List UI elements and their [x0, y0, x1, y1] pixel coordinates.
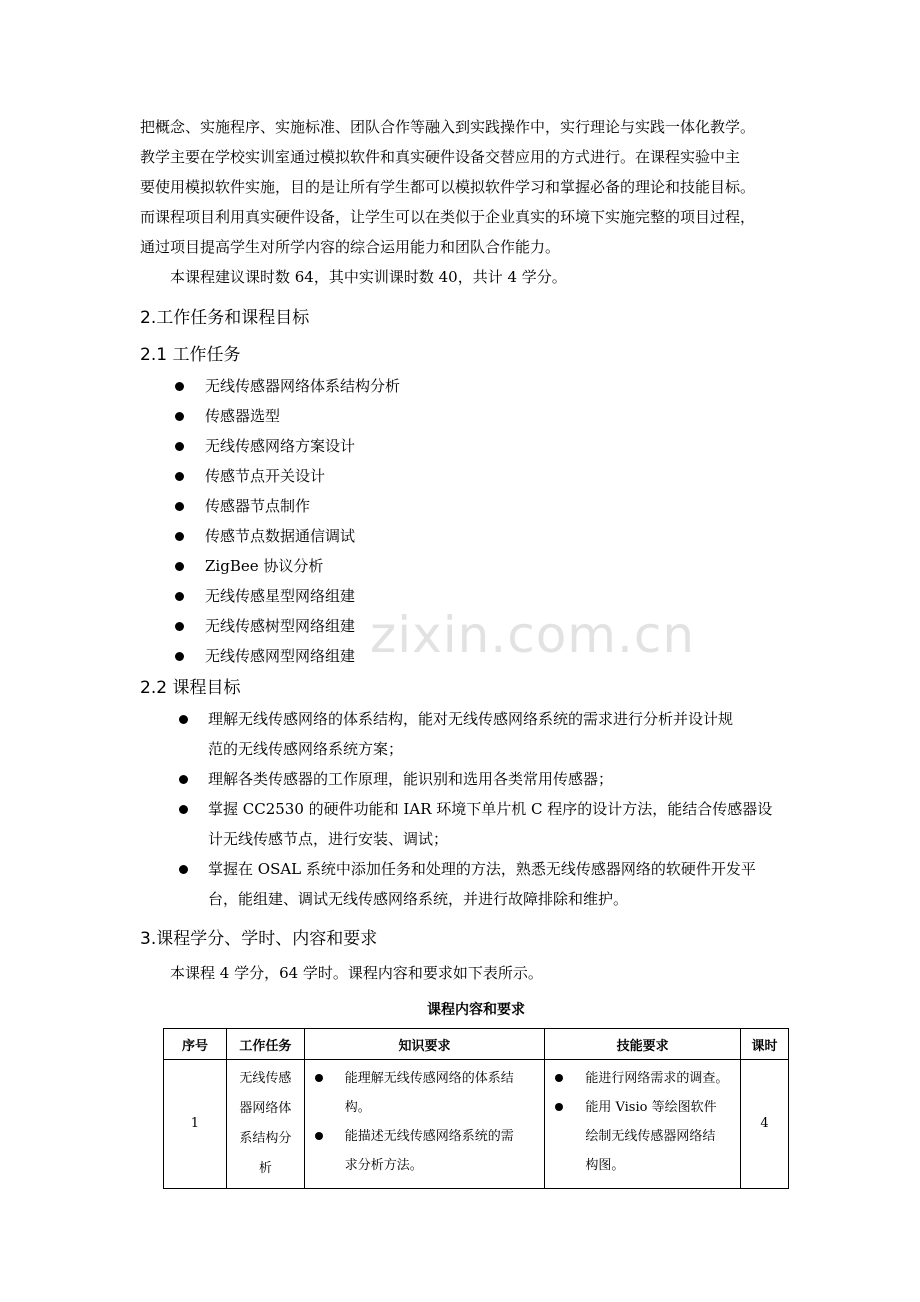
task-label: 无线传感星型网络组建	[205, 587, 356, 605]
bullet-icon	[175, 442, 184, 451]
list-item	[551, 1064, 734, 1093]
list-item	[311, 1122, 539, 1180]
task-line: 析	[258, 1161, 272, 1176]
list-item	[140, 794, 800, 854]
bullet-icon	[175, 412, 184, 421]
list-item	[140, 521, 400, 551]
task-label: 传感器节点制作	[205, 497, 311, 515]
knowledge-cell	[304, 1060, 545, 1189]
task-cell	[226, 1060, 304, 1189]
section-3-heading: 3.课程学分、学时、内容和要求	[140, 929, 378, 949]
bullet-icon	[175, 502, 184, 511]
skill-line: 构图。	[585, 1158, 625, 1173]
task-label: ZigBee 协议分析	[205, 557, 324, 575]
list-item	[140, 461, 400, 491]
task-label: 传感器选型	[205, 407, 281, 425]
section-2-1-heading: 2.1 工作任务	[140, 345, 241, 365]
task-label: 无线传感网型网络组建	[205, 647, 356, 665]
section-3-intro-text: 本课程 4 学分，64 学时。课程内容和要求如下表所示。	[170, 964, 543, 982]
bullet-icon	[315, 1074, 323, 1082]
section-2-2-heading: 2.2 课程目标	[140, 678, 241, 698]
bullet-icon	[175, 652, 184, 661]
column-header: 知识要求	[304, 1029, 545, 1060]
intro-line: 教学主要在学校实训室通过模拟软件和真实硬件设备交替应用的方式进行。在课程实验中主	[140, 148, 741, 166]
list-item	[140, 854, 800, 914]
column-header: 序号	[164, 1029, 227, 1060]
hours-paragraph: 本课程建议课时数 64，其中实训课时数 40，共计 4 学分。	[170, 268, 567, 286]
column-header: 课时	[741, 1029, 789, 1060]
course-content-table	[163, 1028, 789, 1189]
bullet-icon	[175, 382, 184, 391]
goal-line: 台，能组建、调试无线传感网络系统，并进行故障排除和维护。	[208, 890, 629, 908]
hours-cell: 4	[741, 1060, 789, 1189]
bullet-icon	[175, 472, 184, 481]
list-item	[140, 764, 800, 794]
skill-line: 绘制无线传感器网络结	[585, 1129, 716, 1144]
intro-line: 把概念、实施程序、实施标准、团队合作等融入到实践操作中，实行理论与实践一体化教学。	[140, 118, 756, 136]
list-item	[140, 581, 400, 611]
table-header-row	[164, 1029, 789, 1060]
goal-line: 掌握 CC2530 的硬件功能和 IAR 环境下单片机 C 程序的设计方法，能结合传感器设	[208, 800, 773, 818]
column-header: 工作任务	[226, 1029, 304, 1060]
watermark: zixin.com.cn	[370, 606, 696, 664]
bullet-icon	[179, 865, 188, 874]
list-item	[140, 611, 400, 641]
table-row	[164, 1060, 789, 1189]
goal-line: 计无线传感节点，进行安装、调试；	[208, 830, 449, 848]
course-goal-list	[140, 704, 800, 914]
bullet-icon	[175, 532, 184, 541]
knowledge-line: 求分析方法。	[344, 1158, 423, 1173]
list-item	[311, 1064, 539, 1122]
goal-line: 理解各类传感器的工作原理，能识别和选用各类常用传感器；	[208, 770, 614, 788]
task-label: 无线传感器网络体系结构分析	[205, 377, 401, 395]
bullet-icon	[179, 805, 188, 814]
intro-line: 通过项目提高学生对所学内容的综合运用能力和团队合作能力。	[140, 238, 561, 256]
skill-list	[551, 1064, 734, 1180]
table-caption: 课程内容和要求	[427, 1002, 525, 1018]
bullet-icon	[175, 592, 184, 601]
intro-paragraph	[140, 112, 795, 292]
work-task-list	[140, 371, 400, 671]
knowledge-line: 能理解无线传感网络的体系结	[344, 1071, 514, 1086]
task-label: 无线传感网络方案设计	[205, 437, 356, 455]
task-label: 无线传感树型网络组建	[205, 617, 356, 635]
section-3-intro	[140, 958, 795, 988]
task-label: 传感节点数据通信调试	[205, 527, 356, 545]
section-2-heading: 2.工作任务和课程目标	[140, 308, 310, 328]
task-line: 无线传感	[239, 1071, 292, 1086]
list-item	[140, 491, 400, 521]
task-line: 系结构分	[239, 1131, 292, 1146]
knowledge-line: 能描述无线传感网络系统的需	[344, 1129, 514, 1144]
goal-line: 理解无线传感网络的体系结构，能对无线传感网络系统的需求进行分析并设计规	[208, 710, 734, 728]
list-item	[140, 641, 400, 671]
row-number: 1	[164, 1060, 227, 1189]
skill-line: 能进行网络需求的调查。	[585, 1071, 729, 1086]
goal-line: 范的无线传感网络系统方案；	[208, 740, 404, 758]
list-item	[140, 371, 400, 401]
bullet-icon	[179, 715, 188, 724]
bullet-icon	[315, 1132, 323, 1140]
knowledge-line: 构。	[344, 1100, 371, 1115]
skill-cell	[545, 1060, 741, 1189]
goal-line: 掌握在 OSAL 系统中添加任务和处理的方法，熟悉无线传感器网络的软硬件开发平	[208, 860, 756, 878]
bullet-icon	[179, 775, 188, 784]
bullet-icon	[175, 562, 184, 571]
intro-line: 要使用模拟软件实施，目的是让所有学生都可以模拟软件学习和掌握必备的理论和技能目标。	[140, 178, 756, 196]
list-item	[140, 431, 400, 461]
list-item	[140, 704, 800, 764]
skill-line: 能用 Visio 等绘图软件	[585, 1100, 717, 1115]
intro-line: 而课程项目利用真实硬件设备，让学生可以在类似于企业真实的环境下实施完整的项目过程，	[140, 208, 756, 226]
task-line: 器网络体	[239, 1101, 292, 1116]
bullet-icon	[555, 1074, 563, 1082]
bullet-icon	[555, 1103, 563, 1111]
knowledge-list	[311, 1064, 539, 1180]
bullet-icon	[175, 622, 184, 631]
column-header: 技能要求	[545, 1029, 741, 1060]
task-label: 传感节点开关设计	[205, 467, 326, 485]
list-item	[551, 1093, 734, 1180]
list-item	[140, 401, 400, 431]
list-item	[140, 551, 400, 581]
